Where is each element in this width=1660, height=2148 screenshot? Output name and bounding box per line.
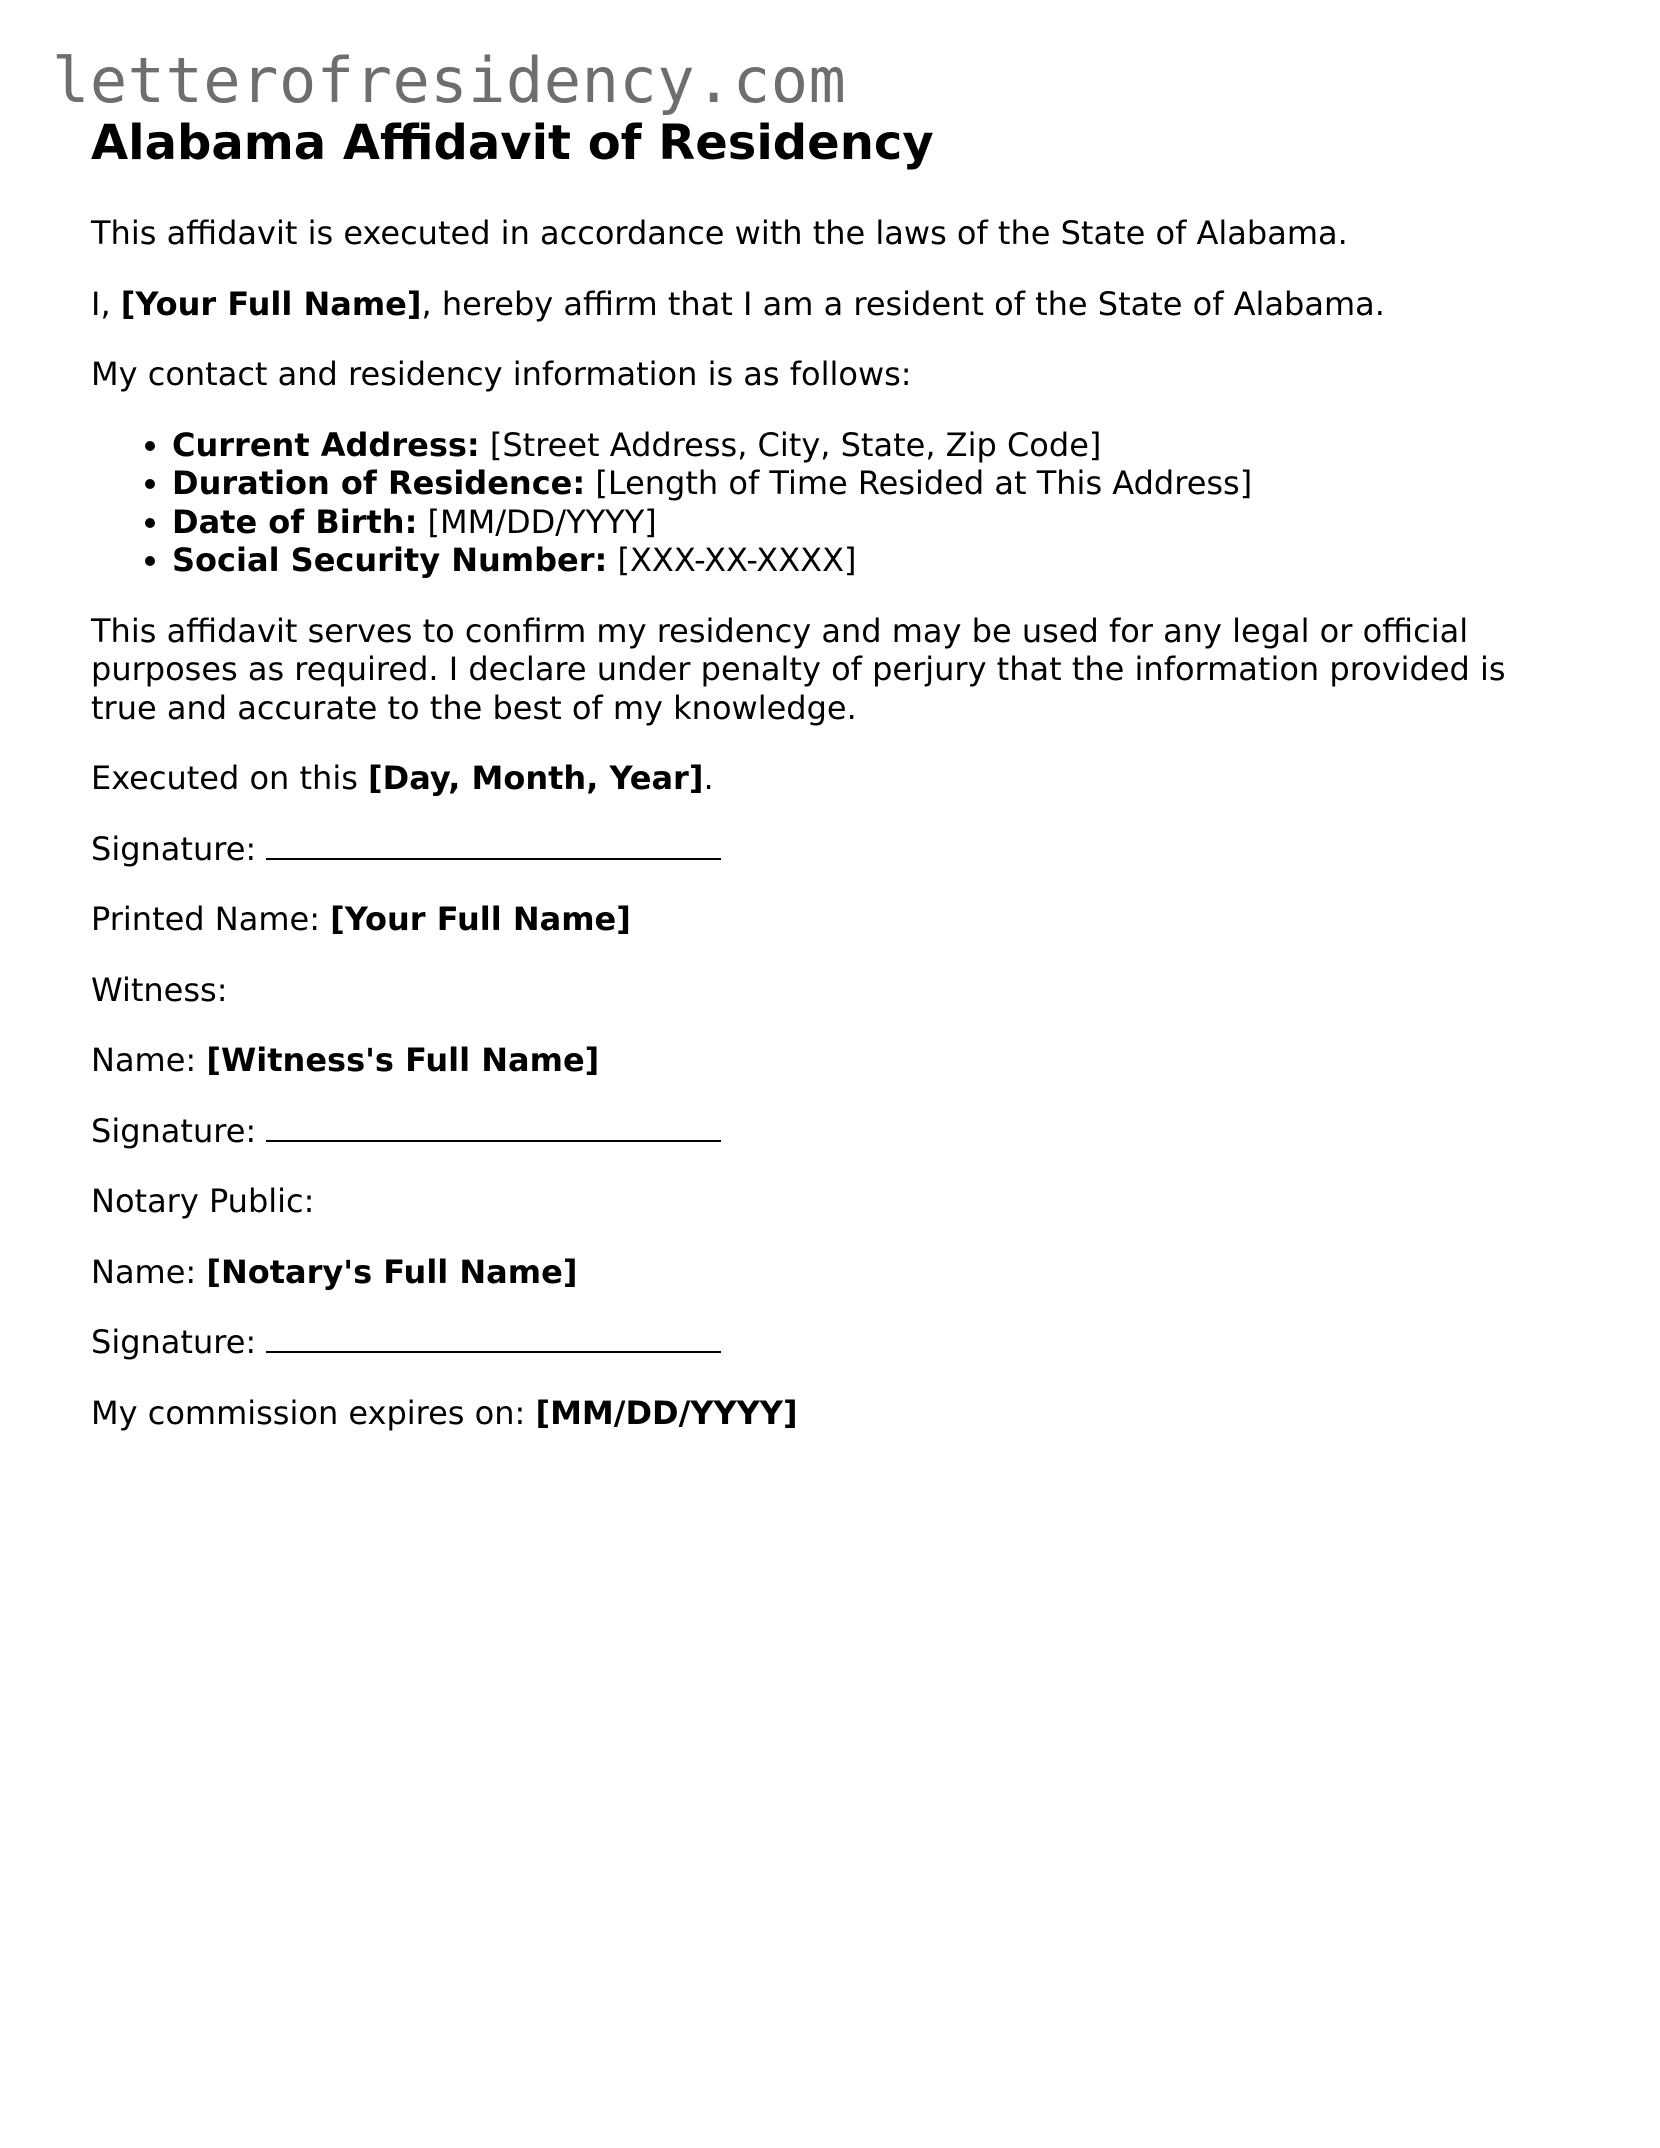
notary-name-line [91, 1253, 1571, 1292]
notary-signature-label: Signature: [91, 1323, 267, 1361]
item-label: Date of Birth: [172, 502, 418, 541]
signature-line [91, 830, 1571, 869]
commission-line [91, 1394, 1571, 1433]
affirm-suffix: , hereby affirm that I am a resident of the State of Alabama. [421, 284, 1385, 323]
contact-intro: My contact and residency information is as follows: [91, 355, 912, 393]
list-item [172, 464, 1571, 503]
notary-signature-blank [266, 1325, 721, 1353]
document-title: Alabama Affidavit of Residency [91, 115, 934, 171]
printed-name-line [91, 900, 1571, 939]
witness-name-placeholder: [Witness's Full Name] [206, 1041, 600, 1079]
affidavit-document [91, 110, 1571, 1432]
commission-label: My commission expires on: [91, 1393, 536, 1432]
witness-signature-line [91, 1112, 1571, 1151]
notary-heading: Notary Public: [91, 1182, 315, 1220]
list-item [172, 426, 1571, 465]
affirm-prefix: I, [91, 284, 121, 323]
witness-signature-label: Signature: [91, 1111, 267, 1150]
executed-date-placeholder: [Day, Month, Year] [368, 759, 704, 797]
printed-name-label: Printed Name: [91, 900, 331, 938]
notary-name-label: Name: [91, 1252, 207, 1291]
printed-name-placeholder: [Your Full Name] [330, 900, 631, 938]
witness-heading: Witness: [91, 970, 228, 1009]
item-label: Current Address: [172, 425, 480, 464]
witness-name-label: Name: [91, 1041, 207, 1079]
item-label: Duration of Residence: [172, 464, 586, 502]
item-value: [Street Address, City, State, Zip Code] [479, 425, 1102, 464]
signature-blank [266, 832, 721, 860]
signature-label: Signature: [91, 829, 267, 868]
list-item [172, 503, 1571, 542]
item-value: [XXX-XX-XXXX] [607, 541, 857, 579]
executed-prefix: Executed on this [91, 759, 369, 797]
commission-date-placeholder: [MM/DD/YYYY] [535, 1393, 798, 1432]
item-value: [MM/DD/YYYY] [417, 502, 657, 541]
executed-suffix: . [703, 759, 714, 797]
item-value: [Length of Time Resided at This Address] [585, 464, 1253, 502]
notary-signature-line [91, 1323, 1571, 1362]
list-item [172, 541, 1571, 580]
notary-name-placeholder: [Notary's Full Name] [206, 1252, 578, 1291]
affirm-name-placeholder: [Your Full Name] [120, 284, 422, 323]
intro-paragraph: This affidavit is executed in accordance with the laws of the State of Alabama. [91, 214, 1348, 252]
affirm-paragraph [91, 285, 1571, 324]
witness-signature-blank [266, 1114, 721, 1142]
witness-name-line [91, 1041, 1571, 1080]
item-label: Social Security Number: [172, 541, 608, 579]
residency-info-list [91, 426, 1571, 580]
watermark: letterofresidency.com [52, 44, 847, 117]
executed-line [91, 759, 1571, 798]
declaration-paragraph: This affidavit serves to confirm my residency and may be used for any legal or official purposes as required. I declare under penalty of perjury that the information provided is true and accurate to the best of my knowledge. [91, 611, 1506, 727]
